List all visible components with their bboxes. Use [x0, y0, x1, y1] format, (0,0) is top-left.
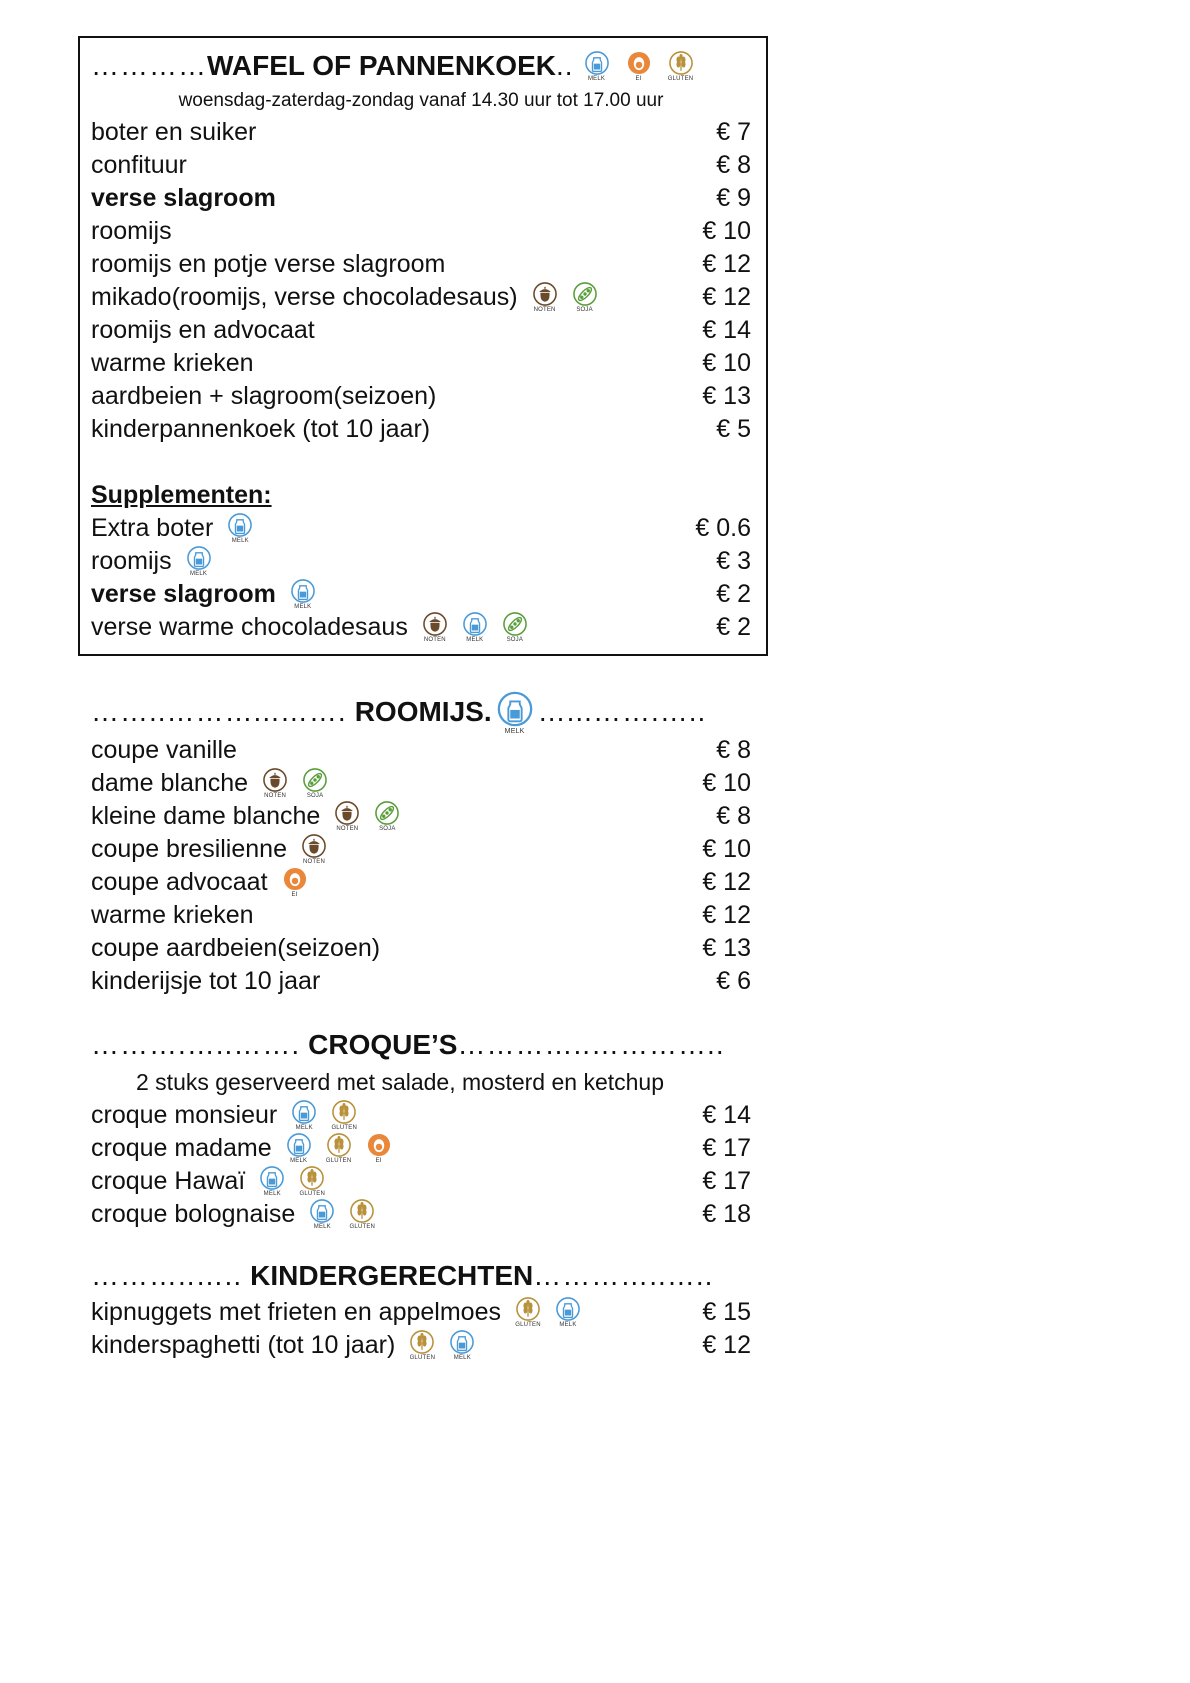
menu-item-name: warme krieken: [91, 901, 254, 929]
menu-item-price: € 18: [702, 1200, 751, 1228]
menu-item-name: verse slagroom: [91, 184, 276, 212]
gluten-icon: [295, 1165, 329, 1198]
menu-item-name: croque madame: [91, 1134, 272, 1162]
allergen-label: MELK: [290, 1158, 308, 1164]
allergen-label: GLUTEN: [667, 75, 694, 82]
allergen-label: SOJA: [506, 637, 524, 643]
croques-heading: [91, 1025, 751, 1065]
menu-item-price: € 10: [702, 835, 751, 863]
menu-item: [91, 1296, 751, 1329]
spacer: [91, 446, 751, 479]
nuts-icon-graphic: [422, 611, 448, 637]
menu-item: [91, 512, 751, 545]
menu-item-name: verse warme chocoladesaus: [91, 613, 408, 641]
menu-item: [91, 116, 751, 149]
gluten-icon-graphic: [349, 1198, 375, 1224]
gluten-icon: [345, 1198, 379, 1231]
menu-item-name: confituur: [91, 151, 187, 179]
soy-icon-graphic: [572, 281, 598, 307]
menu-item: [91, 248, 751, 281]
menu-item: [91, 1132, 751, 1165]
milk-icon-graphic: [186, 545, 212, 571]
menu-item-price: € 13: [702, 934, 751, 962]
menu-item-price: € 12: [702, 250, 751, 278]
menu-item: [91, 1165, 751, 1198]
milk-icon: [287, 1099, 321, 1132]
allergen-label: GLUTEN: [325, 1158, 352, 1164]
menu-item-name: coupe bresilienne: [91, 835, 287, 863]
menu-item-name: kinderpannenkoek (tot 10 jaar): [91, 415, 431, 443]
roomijs-title: ROOMIJS.: [354, 696, 492, 727]
allergen-icons: [286, 578, 320, 611]
menu-item-name: kipnuggets met frieten en appelmoes: [91, 1298, 501, 1326]
allergen-icons: [255, 1165, 329, 1198]
allergen-label: MELK: [263, 1191, 281, 1197]
soy-icon: [498, 611, 532, 644]
heading-dots-left: ……..………...…….: [91, 696, 347, 727]
menu-item: [91, 1099, 751, 1132]
allergen-icons: [287, 1099, 361, 1132]
menu-item-name: Extra boter: [91, 514, 214, 542]
kinder-title: KINDERGERECHTEN: [250, 1260, 534, 1291]
menu-item-price: € 15: [702, 1298, 751, 1326]
milk-icon-graphic: [584, 50, 610, 76]
menu-item: [91, 866, 751, 899]
milk-icon: [223, 512, 257, 545]
milk-icon-graphic: [290, 578, 316, 604]
milk-icon: [445, 1329, 479, 1362]
allergen-label: NOTEN: [423, 637, 446, 643]
menu-item-price: € 3: [716, 547, 751, 575]
milk-icon-graphic: [227, 512, 253, 538]
milk-icon-graphic: [462, 611, 488, 637]
allergen-label: MELK: [190, 571, 208, 577]
menu-item-price: € 2: [716, 580, 751, 608]
allergen-label: GLUTEN: [349, 1224, 376, 1230]
menu-item: [91, 281, 751, 314]
heading-dots-left: …………: [91, 50, 207, 81]
nuts-icon: [418, 611, 452, 644]
croques-items: [91, 1099, 751, 1231]
milk-icon-graphic: [259, 1165, 285, 1191]
allergen-icons: [223, 512, 257, 545]
milk-icon: [255, 1165, 289, 1198]
nuts-icon: [258, 767, 292, 800]
menu-item: [91, 767, 751, 800]
allergen-label: NOTEN: [533, 307, 556, 313]
menu-item: [91, 149, 751, 182]
menu-item-name: warme krieken: [91, 349, 254, 377]
menu-item: [91, 932, 751, 965]
egg-icon: [362, 1132, 396, 1165]
egg-icon: [278, 866, 312, 899]
menu-item-price: € 14: [702, 316, 751, 344]
allergen-label: NOTEN: [264, 793, 287, 799]
roomijs-items: [91, 734, 751, 998]
allergen-label: NOTEN: [302, 859, 325, 865]
egg-icon-graphic: [282, 866, 308, 892]
allergen-label: EI: [635, 75, 642, 82]
allergen-label: SOJA: [306, 793, 324, 799]
allergen-icons: [297, 833, 331, 866]
menu-item-price: € 5: [716, 415, 751, 443]
allergen-icons: [405, 1329, 479, 1362]
menu-item-name: kleine dame blanche: [91, 802, 321, 830]
milk-icon-graphic: [496, 690, 534, 728]
menu-item-price: € 10: [702, 769, 751, 797]
allergen-label: EI: [291, 892, 298, 898]
allergen-icons: [305, 1198, 379, 1231]
menu-item-name: roomijs en advocaat: [91, 316, 315, 344]
allergen-label: MELK: [231, 538, 249, 544]
menu-item-price: € 2: [716, 613, 751, 641]
allergen-label: MELK: [453, 1355, 471, 1361]
allergen-label: GLUTEN: [331, 1125, 357, 1131]
menu-item-name: coupe advocaat: [91, 868, 268, 896]
allergen-icons: [182, 545, 216, 578]
nuts-icon: [330, 800, 364, 833]
menu-item-name: croque Hawaï: [91, 1167, 246, 1195]
menu-item: [91, 899, 751, 932]
menu-item-price: € 12: [702, 1331, 751, 1359]
menu-item-price: € 12: [702, 868, 751, 896]
allergen-label: MELK: [504, 727, 525, 735]
kinder-heading: [91, 1256, 751, 1296]
wafel-items: [91, 116, 751, 446]
milk-icon: [551, 1296, 585, 1329]
menu-item-name: verse slagroom: [91, 580, 276, 608]
allergen-icons: [258, 767, 332, 800]
menu-item-name: boter en suiker: [91, 118, 257, 146]
egg-icon-graphic: [366, 1132, 392, 1158]
soy-icon-graphic: [374, 800, 400, 826]
gluten-icon-graphic: [326, 1132, 352, 1158]
nuts-icon: [297, 833, 331, 866]
allergen-icons: [511, 1296, 585, 1329]
menu-item-name: coupe vanille: [91, 736, 237, 764]
soy-icon-graphic: [502, 611, 528, 637]
menu-item-name: kinderspaghetti (tot 10 jaar): [91, 1331, 396, 1359]
menu-item: [91, 734, 751, 767]
heading-dots-right: …………..…..: [533, 1260, 714, 1291]
milk-icon-graphic: [309, 1198, 335, 1224]
menu-item-name: mikado(roomijs, verse chocoladesaus): [91, 283, 518, 311]
soy-icon-graphic: [302, 767, 328, 793]
menu-item: [91, 545, 751, 578]
allergen-label: GLUTEN: [299, 1191, 326, 1197]
allergen-label: MELK: [313, 1224, 331, 1230]
nuts-icon-graphic: [532, 281, 558, 307]
croques-section: [91, 1025, 751, 1231]
menu-item-price: € 9: [716, 184, 751, 212]
egg-icon-graphic: [626, 50, 652, 76]
menu-item-price: € 17: [702, 1167, 751, 1195]
wafel-section: [91, 46, 751, 644]
milk-icon-graphic: [291, 1099, 317, 1125]
menu-item-price: € 7: [716, 118, 751, 146]
menu-item: [91, 380, 751, 413]
gluten-icon-graphic: [515, 1296, 541, 1322]
allergen-icons: [282, 1132, 396, 1165]
soy-icon: [370, 800, 404, 833]
menu-item: [91, 347, 751, 380]
gluten-icon-graphic: [331, 1099, 357, 1125]
milk-icon-graphic: [555, 1296, 581, 1322]
nuts-icon-graphic: [301, 833, 327, 859]
allergen-icons: [528, 281, 602, 314]
milk-icon-graphic: [449, 1329, 475, 1355]
menu-item-price: € 0.6: [695, 514, 751, 542]
gluten-icon-graphic: [299, 1165, 325, 1191]
allergen-label: GLUTEN: [409, 1355, 436, 1361]
heading-dots-right: ..: [555, 50, 574, 81]
allergen-icons: [278, 866, 312, 899]
milk-icon: [282, 1132, 316, 1165]
menu-item-name: aardbeien + slagroom(seizoen): [91, 382, 437, 410]
menu-item-name: croque monsieur: [91, 1101, 278, 1129]
gluten-icon: [511, 1296, 545, 1329]
menu-item: [91, 965, 751, 998]
allergen-label: MELK: [295, 1125, 313, 1131]
heading-dots-right: …...…….…..: [537, 696, 707, 727]
menu-item-price: € 6: [716, 967, 751, 995]
heading-dots-right: …………..…………..: [457, 1029, 725, 1060]
milk-icon: [286, 578, 320, 611]
milk-icon: [498, 690, 532, 735]
menu-item-price: € 10: [702, 217, 751, 245]
gluten-icon: [405, 1329, 439, 1362]
menu-item-name: roomijs: [91, 217, 172, 245]
gluten-icon-graphic: [409, 1329, 435, 1355]
croques-title: CROQUE’S: [308, 1029, 458, 1060]
allergen-label: GLUTEN: [515, 1322, 541, 1328]
menu-item-name: croque bolognaise: [91, 1200, 296, 1228]
roomijs-section: [91, 690, 751, 998]
roomijs-allergen-icons: [498, 690, 532, 735]
gluten-icon-graphic: [668, 50, 694, 76]
croques-subtitle: 2 stuks geserveerd met salade, mosterd en ketchup: [136, 1069, 665, 1095]
wafel-title: WAFEL OF PANNENKOEK: [207, 50, 556, 81]
menu-item: [91, 314, 751, 347]
allergen-icons: [418, 611, 532, 644]
menu-item-price: € 17: [702, 1134, 751, 1162]
heading-dots-left: ………..…..: [91, 1260, 243, 1291]
menu-item: [91, 578, 751, 611]
roomijs-heading: [91, 690, 751, 734]
allergen-label: MELK: [559, 1322, 577, 1328]
menu-item-name: dame blanche: [91, 769, 249, 797]
kinder-section: [91, 1256, 751, 1362]
menu-item-price: € 14: [702, 1101, 751, 1129]
allergen-label: MELK: [466, 637, 484, 643]
menu-item-name: coupe aardbeien(seizoen): [91, 934, 381, 962]
menu-item-price: € 8: [716, 151, 751, 179]
allergen-label: MELK: [587, 75, 606, 82]
milk-icon: [305, 1198, 339, 1231]
allergen-label: SOJA: [379, 826, 396, 832]
allergen-label: EI: [375, 1158, 382, 1164]
menu-item: [91, 215, 751, 248]
wafel-allergen-icons: [580, 50, 698, 83]
menu-item-price: € 8: [716, 802, 751, 830]
menu-item: [91, 833, 751, 866]
allergen-label: NOTEN: [336, 826, 359, 832]
nuts-icon: [528, 281, 562, 314]
menu-item: [91, 800, 751, 833]
menu-item-price: € 12: [702, 283, 751, 311]
milk-icon: [182, 545, 216, 578]
menu-item: [91, 1198, 751, 1231]
menu-item: [91, 1329, 751, 1362]
nuts-icon-graphic: [262, 767, 288, 793]
allergen-label: SOJA: [576, 307, 593, 313]
menu-item-price: € 13: [702, 382, 751, 410]
wafel-heading: [91, 46, 751, 86]
menu-item-name: roomijs en potje verse slagroom: [91, 250, 446, 278]
menu-item: [91, 182, 751, 215]
menu-item-price: € 12: [702, 901, 751, 929]
allergen-icons: [330, 800, 404, 833]
nuts-icon-graphic: [334, 800, 360, 826]
supplements-items: [91, 512, 751, 644]
menu-item-price: € 8: [716, 736, 751, 764]
menu-item: [91, 611, 751, 644]
menu-item-name: roomijs: [91, 547, 172, 575]
gluten-icon: [327, 1099, 361, 1132]
menu-item-name: kinderijsje tot 10 jaar: [91, 967, 321, 995]
milk-icon: [458, 611, 492, 644]
allergen-label: MELK: [294, 604, 312, 610]
soy-icon: [298, 767, 332, 800]
gluten-icon: [664, 50, 698, 83]
menu-item-price: € 10: [702, 349, 751, 377]
kinder-items: [91, 1296, 751, 1362]
gluten-icon: [322, 1132, 356, 1165]
wafel-subtitle: woensdag-zaterdag-zondag vanaf 14.30 uur tot 17.00 uur: [178, 90, 664, 111]
heading-dots-left: ……….…..…….: [91, 1029, 301, 1060]
milk-icon: [580, 50, 614, 83]
milk-icon-graphic: [286, 1132, 312, 1158]
supplements-title: Supplementen:: [91, 481, 272, 509]
egg-icon: [622, 50, 656, 83]
soy-icon: [568, 281, 602, 314]
menu-item: [91, 413, 751, 446]
